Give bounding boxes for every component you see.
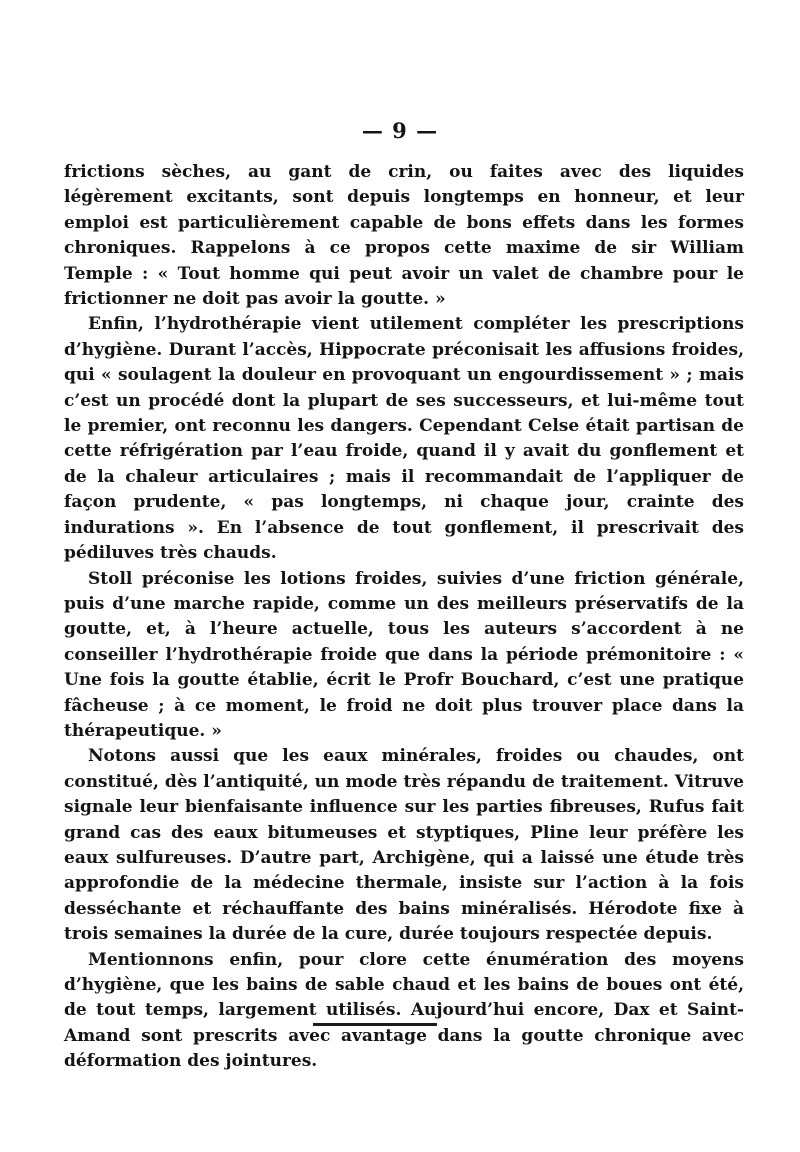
paragraph-stoll: Stoll préconise les lotions froides, suivies d’une friction générale, puis d’une marche rapide, comme un des meilleurs préservatifs de la goutte, et, à l’heure actuelle, tous les auteurs s’accordent à ne conseiller l’hydrothérapie froide que dans la période prémonitoire : « Une fois la goutte établie, écrit le Profr Bouchard, c’est une pratique fâcheuse ; à ce moment, le froid ne doit plus trouver place dans la thérapeutique. » (64, 568, 744, 741)
paragraph-hydrotherapie: Enfin, l’hydrothérapie vient utilement compléter les prescriptions d’hygiène. Durant l’accès, Hippocrate préconisait les affusions froides, qui « soulagent la douleur en provoquant un engourdissement » ; mais c’est un procédé dont la plupart de ses successeurs, et lui-même tout le premier, ont reconnu les dangers. Cependant Celse était partisan de cette réfrigération par l’eau froide, quand il y avait du gonflement et de la chaleur articulaires ; mais il recommandait de l’appliquer de façon prudente, « pas longtemps, ni chaque jour, crainte des indurations ». En l’absence de tout gonflement, il prescrivait des pédiluves très chauds. (64, 314, 744, 564)
paragraph-frictions: frictions sèches, au gant de crin, ou faites avec des liquides légèrement excitants, sont depuis longtemps en honneur, et leur emploi est particulièrement capable de bons effets dans les formes chroniques. Rappelons à ce propos cette maxime de sir William Temple : « Tout homme qui peut avoir un valet de chambre pour le frictionner ne doit pas avoir la goutte. » (64, 162, 744, 310)
paragraph-eaux-minerales: Notons aussi que les eaux minérales, froides ou chaudes, ont constitué, dès l’antiquité, un mode très répandu de traitement. Vitruve signale leur bienfaisante influence sur les parties fibreuses, Rufus fait grand cas des eaux bitumeuses et styptiques, Pline leur préfère les eaux sulfureuses. D’autre part, Archigène, qui a laissé une étude très approfondie de la médecine thermale, insiste sur l’action à la fois desséchante et réchauffante des bains minéralisés. Hérodote fixe à trois semaines la durée de la cure, durée toujours respectée depuis. (64, 746, 744, 945)
page-number: — 9 — (361, 118, 439, 143)
body-text (64, 160, 744, 1075)
end-of-section-rule (313, 1023, 437, 1026)
paragraph-bains-de-sable: Mentionnons enfin, pour clore cette énumération des moyens d’hygiène, que les bains de sable chaud et les bains de boues ont été, de tout temps, largement utilisés. Aujourd’hui encore, Dax et Saint-Amand sont prescrits avec avantage dans la goutte chronique avec déformation des jointures. (64, 949, 744, 1072)
